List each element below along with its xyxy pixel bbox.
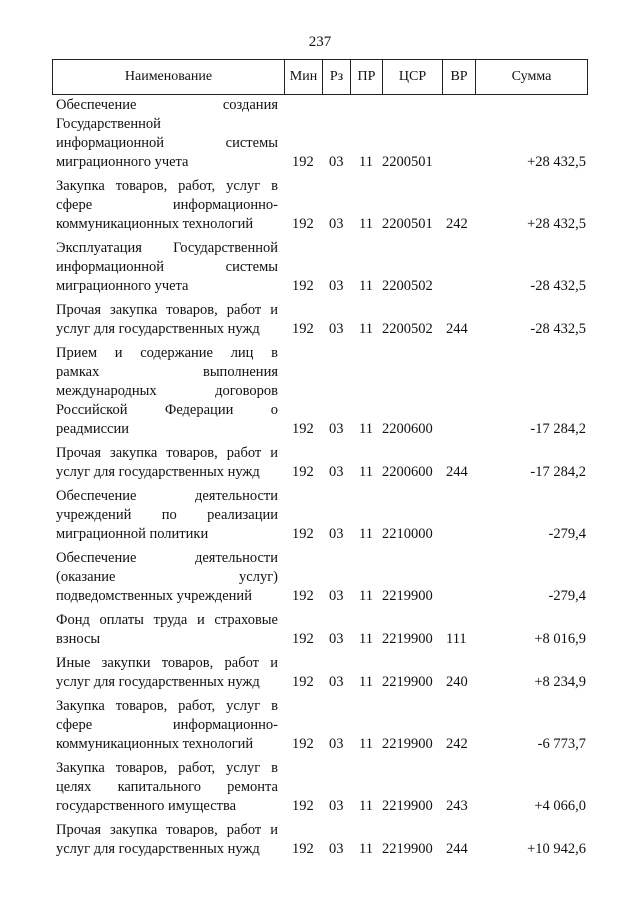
row-name-line: информационной системы bbox=[56, 259, 278, 275]
header-pr: ПР bbox=[350, 60, 382, 94]
row-name-line: рамках выполнения bbox=[56, 364, 278, 380]
header-sum: Сумма bbox=[475, 60, 587, 94]
row-name-line: Прочая закупка товаров, работ и bbox=[56, 302, 278, 318]
row-vr: 243 bbox=[446, 798, 468, 814]
row-name bbox=[52, 239, 278, 296]
row-pr: 11 bbox=[359, 526, 373, 542]
row-name-line: Прочая закупка товаров, работ и bbox=[56, 822, 278, 838]
row-rz: 03 bbox=[329, 798, 344, 814]
row-name-line: услуг для государственных нужд bbox=[56, 674, 260, 690]
row-rz: 03 bbox=[329, 421, 344, 437]
table-row bbox=[52, 487, 588, 544]
row-name bbox=[52, 487, 278, 544]
row-min: 192 bbox=[292, 841, 314, 857]
row-pr: 11 bbox=[359, 421, 373, 437]
row-name-line: Обеспечение деятельности bbox=[56, 488, 278, 504]
row-csr: 2200502 bbox=[382, 278, 433, 294]
row-name-line: миграционного учета bbox=[56, 278, 189, 294]
row-csr: 2200501 bbox=[382, 216, 433, 232]
row-name-line: Российской Федерации о bbox=[56, 402, 278, 418]
row-min: 192 bbox=[292, 421, 314, 437]
row-csr: 2219900 bbox=[382, 631, 433, 647]
header-csr: ЦСР bbox=[382, 60, 442, 94]
row-min: 192 bbox=[292, 674, 314, 690]
row-min: 192 bbox=[292, 321, 314, 337]
row-name-line: Закупка товаров, работ, услуг в bbox=[56, 760, 278, 776]
row-name bbox=[52, 759, 278, 816]
table-body bbox=[52, 96, 588, 864]
row-sum: +8 016,9 bbox=[534, 631, 586, 647]
table-row bbox=[52, 549, 588, 606]
table-row bbox=[52, 344, 588, 439]
row-pr: 11 bbox=[359, 674, 373, 690]
row-csr: 2219900 bbox=[382, 736, 433, 752]
row-csr: 2200600 bbox=[382, 464, 433, 480]
row-name-line: коммуникационных технологий bbox=[56, 216, 254, 232]
row-sum: -6 773,7 bbox=[537, 736, 586, 752]
row-pr: 11 bbox=[359, 631, 373, 647]
row-pr: 11 bbox=[359, 736, 373, 752]
row-min: 192 bbox=[292, 631, 314, 647]
row-vr: 244 bbox=[446, 321, 468, 337]
row-rz: 03 bbox=[329, 674, 344, 690]
table-row bbox=[52, 96, 588, 172]
row-name-line: Государственной bbox=[56, 116, 161, 132]
row-sum: +10 942,6 bbox=[527, 841, 586, 857]
row-pr: 11 bbox=[359, 216, 373, 232]
row-vr: 242 bbox=[446, 736, 468, 752]
row-sum: -279,4 bbox=[548, 526, 586, 542]
row-name-line: Закупка товаров, работ, услуг в bbox=[56, 698, 278, 714]
row-name-line: государственного имущества bbox=[56, 798, 237, 814]
table-row bbox=[52, 611, 588, 649]
row-min: 192 bbox=[292, 798, 314, 814]
row-vr: 242 bbox=[446, 216, 468, 232]
header-name: Наименование bbox=[124, 69, 213, 84]
row-name bbox=[52, 697, 278, 754]
row-csr: 2200502 bbox=[382, 321, 433, 337]
row-vr: 111 bbox=[446, 631, 467, 647]
row-name-line: международных договоров bbox=[56, 383, 278, 399]
row-pr: 11 bbox=[359, 154, 373, 170]
row-name-line: коммуникационных технологий bbox=[56, 736, 254, 752]
header-vr: ВР bbox=[442, 60, 475, 94]
row-name bbox=[52, 821, 278, 859]
row-name bbox=[52, 177, 278, 234]
row-name bbox=[52, 654, 278, 692]
row-min: 192 bbox=[292, 526, 314, 542]
row-rz: 03 bbox=[329, 216, 344, 232]
table-row bbox=[52, 444, 588, 482]
header-min: Мин bbox=[284, 60, 322, 94]
row-rz: 03 bbox=[329, 278, 344, 294]
row-name-line: услуг для государственных нужд bbox=[56, 464, 260, 480]
table-row bbox=[52, 821, 588, 859]
row-min: 192 bbox=[292, 464, 314, 480]
row-name-line: (оказание услуг) bbox=[56, 569, 278, 585]
row-pr: 11 bbox=[359, 841, 373, 857]
row-csr: 2210000 bbox=[382, 526, 433, 542]
row-pr: 11 bbox=[359, 321, 373, 337]
row-name-line: целях капитального ремонта bbox=[56, 779, 278, 795]
row-name-line: Фонд оплаты труда и страховые bbox=[56, 612, 278, 628]
row-rz: 03 bbox=[329, 631, 344, 647]
table-row bbox=[52, 759, 588, 816]
table-row bbox=[52, 654, 588, 692]
row-name-line: миграционного учета bbox=[56, 154, 189, 170]
row-vr: 244 bbox=[446, 464, 468, 480]
row-name-line: Эксплуатация Государственной bbox=[56, 240, 278, 256]
row-name bbox=[52, 549, 278, 606]
row-name bbox=[52, 344, 278, 439]
row-pr: 11 bbox=[359, 464, 373, 480]
row-min: 192 bbox=[292, 216, 314, 232]
row-sum: -17 284,2 bbox=[530, 421, 586, 437]
table-row bbox=[52, 239, 588, 296]
row-min: 192 bbox=[292, 588, 314, 604]
row-min: 192 bbox=[292, 736, 314, 752]
row-rz: 03 bbox=[329, 841, 344, 857]
row-sum: -17 284,2 bbox=[530, 464, 586, 480]
row-pr: 11 bbox=[359, 588, 373, 604]
row-csr: 2219900 bbox=[382, 674, 433, 690]
row-name-line: учреждений по реализации bbox=[56, 507, 278, 523]
row-name bbox=[52, 611, 278, 649]
row-name-line: сфере информационно- bbox=[56, 197, 278, 213]
row-name-line: Иные закупки товаров, работ и bbox=[56, 655, 278, 671]
row-rz: 03 bbox=[329, 154, 344, 170]
row-sum: -279,4 bbox=[548, 588, 586, 604]
row-sum: +28 432,5 bbox=[527, 216, 586, 232]
row-rz: 03 bbox=[329, 588, 344, 604]
row-rz: 03 bbox=[329, 736, 344, 752]
row-rz: 03 bbox=[329, 526, 344, 542]
row-min: 192 bbox=[292, 278, 314, 294]
row-min: 192 bbox=[292, 154, 314, 170]
header-rz: Рз bbox=[322, 60, 350, 94]
table-row bbox=[52, 301, 588, 339]
row-rz: 03 bbox=[329, 321, 344, 337]
row-name-line: взносы bbox=[56, 631, 101, 647]
row-pr: 11 bbox=[359, 798, 373, 814]
row-name-line: реадмиссии bbox=[56, 421, 130, 437]
row-name-line: подведомственных учреждений bbox=[56, 588, 252, 604]
row-vr: 240 bbox=[446, 674, 468, 690]
row-name-line: сфере информационно- bbox=[56, 717, 278, 733]
row-name-line: услуг для государственных нужд bbox=[56, 841, 260, 857]
table-header bbox=[52, 59, 588, 95]
table-row bbox=[52, 177, 588, 234]
row-csr: 2219900 bbox=[382, 798, 433, 814]
row-csr: 2200501 bbox=[382, 154, 433, 170]
row-sum: +28 432,5 bbox=[527, 154, 586, 170]
row-rz: 03 bbox=[329, 464, 344, 480]
row-name-line: услуг для государственных нужд bbox=[56, 321, 260, 337]
row-sum: -28 432,5 bbox=[530, 321, 586, 337]
row-name-line: Закупка товаров, работ, услуг в bbox=[56, 178, 278, 194]
row-csr: 2200600 bbox=[382, 421, 433, 437]
row-sum: -28 432,5 bbox=[530, 278, 586, 294]
row-name bbox=[52, 444, 278, 482]
page-number: 237 bbox=[308, 34, 332, 50]
row-name-line: Прочая закупка товаров, работ и bbox=[56, 445, 278, 461]
row-pr: 11 bbox=[359, 278, 373, 294]
row-name bbox=[52, 96, 278, 172]
row-csr: 2219900 bbox=[382, 841, 433, 857]
row-sum: +4 066,0 bbox=[534, 798, 586, 814]
row-name bbox=[52, 301, 278, 339]
row-name-line: информационной системы bbox=[56, 135, 278, 151]
row-vr: 244 bbox=[446, 841, 468, 857]
row-name-line: Прием и содержание лиц в bbox=[56, 345, 278, 361]
row-sum: +8 234,9 bbox=[534, 674, 586, 690]
row-name-line: Обеспечение деятельности bbox=[56, 550, 278, 566]
row-csr: 2219900 bbox=[382, 588, 433, 604]
table-row bbox=[52, 697, 588, 754]
row-name-line: миграционной политики bbox=[56, 526, 209, 542]
row-name-line: Обеспечение создания bbox=[56, 97, 278, 113]
